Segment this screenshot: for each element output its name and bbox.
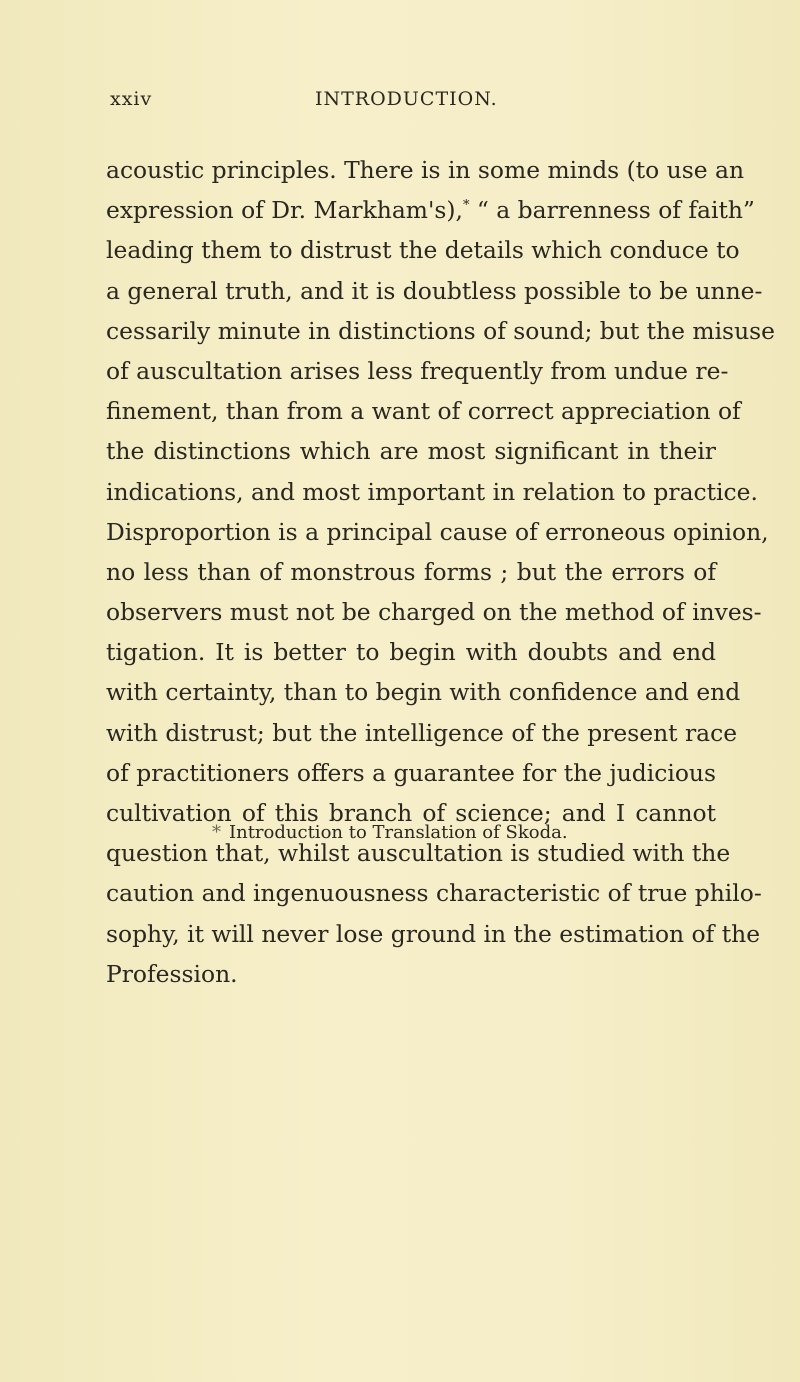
text-line: cessarily minute in distinctions of sound; but the misuse <box>106 316 775 345</box>
text-line: acoustic principles. There is in some minds (to use an <box>106 156 745 184</box>
text-line: of auscultation arises less frequently from undue re- <box>106 356 729 385</box>
text-line-end: “ a barrenness of faith” <box>469 196 755 225</box>
text-line: observers must not be charged on the method of inves- <box>106 598 762 627</box>
text-line: of practitioners offers a guarantee for the judicious <box>106 758 716 787</box>
footnote-text: Introduction to Translation of Skoda. <box>229 822 568 843</box>
text-line: with certainty, than to begin with confidence and end <box>106 678 741 707</box>
text-line: cultivation of this branch of science; and I cannot <box>106 799 716 827</box>
body-paragraph <box>106 150 775 994</box>
text-line: finement, than from a want of correct appreciation of <box>106 397 741 426</box>
text-line: indications, and most important in relation to practice. <box>106 477 758 506</box>
text-line: Profession. <box>106 959 238 988</box>
text-line <box>106 190 755 230</box>
text-line-start: expression of Dr. Markham's), <box>106 196 463 225</box>
text-line: a general truth, and it is doubtless possible to be unne- <box>106 276 763 305</box>
running-head <box>110 88 710 118</box>
text-line: Disproportion is a principal cause of erroneous opinion, <box>106 517 769 546</box>
text-line: the distinctions which are most significant in their <box>106 437 716 466</box>
text-line: tigation. It is better to begin with doubts and end <box>106 638 716 667</box>
text-line: with distrust; but the intelligence of the present race <box>106 718 738 747</box>
text-line: question that, whilst auscultation is studied with the <box>106 839 731 868</box>
text-line: no less than of monstrous forms ; but the errors of <box>106 557 716 586</box>
footnote <box>212 822 568 843</box>
footnote-reference: * <box>462 198 470 214</box>
text-line: caution and ingenuousness characteristic of true philo- <box>106 879 762 908</box>
text-line: sophy, it will never lose ground in the estimation of the <box>106 919 761 948</box>
text-line: leading them to distrust the details which conduce to <box>106 236 740 265</box>
page-number: xxiv <box>110 88 153 110</box>
running-title: INTRODUCTION. <box>315 88 498 110</box>
footnote-mark: * <box>212 822 221 843</box>
